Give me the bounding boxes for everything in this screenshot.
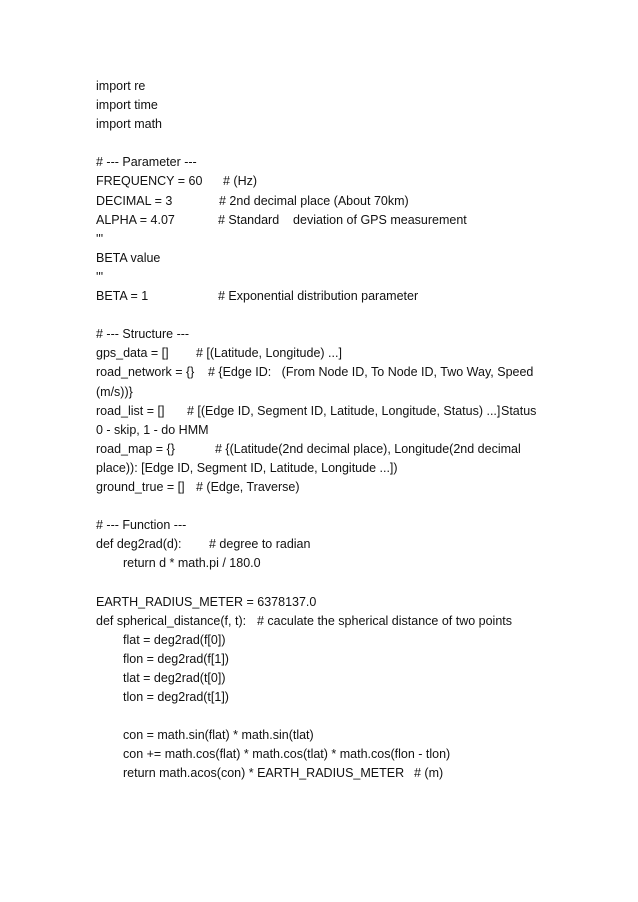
code-line — [96, 516, 546, 535]
code-line — [96, 459, 546, 478]
code-comment: # (m) — [414, 766, 444, 781]
code-line — [96, 631, 546, 650]
code-line — [96, 478, 546, 497]
code-line — [96, 96, 546, 115]
code-text: return d * math.pi / 180.0 — [123, 556, 261, 571]
blank-line — [96, 134, 546, 153]
code-line — [96, 268, 546, 287]
section-comment: # --- Parameter --- — [96, 155, 197, 170]
code-text: import math — [96, 117, 162, 132]
code-comment: # Standard deviation of GPS measurement — [218, 212, 467, 227]
code-text: con = math.sin(flat) * math.sin(tlat) — [123, 728, 314, 743]
section-comment: # --- Function --- — [96, 518, 187, 533]
code-comment: # [(Edge ID, Segment ID, Latitude, Longitude, Status) ...] — [187, 403, 501, 418]
code-line — [96, 325, 546, 344]
code-text: return math.acos(con) * EARTH_RADIUS_METER — [123, 766, 405, 781]
code-text: ''' — [96, 269, 104, 284]
code-line — [96, 77, 546, 96]
code-line — [96, 402, 546, 421]
code-line — [96, 153, 546, 172]
code-text: tlat = deg2rad(t[0]) — [123, 670, 226, 685]
blank-line — [96, 497, 546, 516]
code-comment: # Exponential distribution parameter — [218, 289, 419, 304]
code-text: FREQUENCY = 60 — [96, 174, 203, 189]
code-text: 0 - skip, 1 - do HMM — [96, 422, 209, 437]
code-line — [96, 650, 546, 669]
code-text: con += math.cos(flat) * math.cos(tlat) * math.cos(flon - tlon) — [123, 747, 451, 762]
code-line — [96, 554, 546, 573]
code-line — [96, 115, 546, 134]
code-line — [96, 688, 546, 707]
code-text: road_network = {} — [96, 365, 195, 380]
code-text: ''' — [96, 231, 104, 246]
code-line — [96, 726, 546, 745]
code-listing — [96, 77, 546, 783]
code-comment: # 2nd decimal place (About 70km) — [219, 193, 409, 208]
code-text: tlon = deg2rad(t[1]) — [123, 690, 229, 704]
code-comment: # {(Latitude(2nd decimal place), Longitude(2nd decimal — [215, 441, 521, 456]
code-text: ground_true = [] — [96, 479, 185, 494]
code-line — [96, 745, 546, 764]
blank-line — [96, 707, 546, 726]
code-line — [96, 421, 546, 440]
code-line — [96, 172, 546, 191]
code-comment: # (Edge, Traverse) — [196, 479, 300, 494]
code-text: flon = deg2rad(f[1]) — [123, 651, 229, 666]
code-line — [96, 535, 546, 554]
code-line — [96, 249, 546, 268]
code-text: road_map = {} — [96, 441, 175, 456]
code-text: import re — [96, 79, 146, 93]
code-text: flat = deg2rad(f[0]) — [123, 632, 226, 647]
code-line — [96, 192, 546, 211]
code-text: BETA value — [96, 250, 161, 265]
code-line — [96, 612, 546, 631]
section-comment: # --- Structure --- — [96, 327, 190, 342]
code-line — [96, 669, 546, 688]
code-comment: # [(Latitude, Longitude) ...] — [196, 346, 342, 361]
code-line — [96, 593, 546, 612]
code-line — [96, 363, 546, 382]
code-text: road_list = [] — [96, 403, 165, 418]
code-text: ALPHA = 4.07 — [96, 212, 175, 227]
code-text: BETA = 1 — [96, 289, 149, 304]
code-line — [96, 440, 546, 459]
code-text: DECIMAL = 3 — [96, 193, 173, 208]
code-comment: # caculate the spherical distance of two points — [257, 613, 513, 628]
code-line — [96, 211, 546, 230]
code-line — [96, 230, 546, 249]
code-text: def deg2rad(d): — [96, 537, 182, 552]
code-line — [96, 383, 546, 402]
code-comment: # (Hz) — [223, 174, 258, 189]
code-comment: # degree to radian — [209, 537, 311, 552]
blank-line — [96, 306, 546, 325]
code-text: EARTH_RADIUS_METER = 6378137.0 — [96, 594, 317, 609]
code-text: gps_data = [] — [96, 346, 169, 361]
code-line — [96, 764, 546, 783]
code-comment: # {Edge ID: (From Node ID, To Node ID, Two Way, Speed — [208, 365, 534, 380]
code-line — [96, 344, 546, 363]
code-comment: Status — [501, 403, 537, 418]
code-line — [96, 287, 546, 306]
code-text: (m/s))} — [96, 384, 133, 399]
blank-line — [96, 573, 546, 592]
code-text: place)): [Edge ID, Segment ID, Latitude, Longitude ...]) — [96, 460, 398, 475]
code-text: import time — [96, 98, 158, 113]
code-text: def spherical_distance(f, t): — [96, 613, 247, 628]
